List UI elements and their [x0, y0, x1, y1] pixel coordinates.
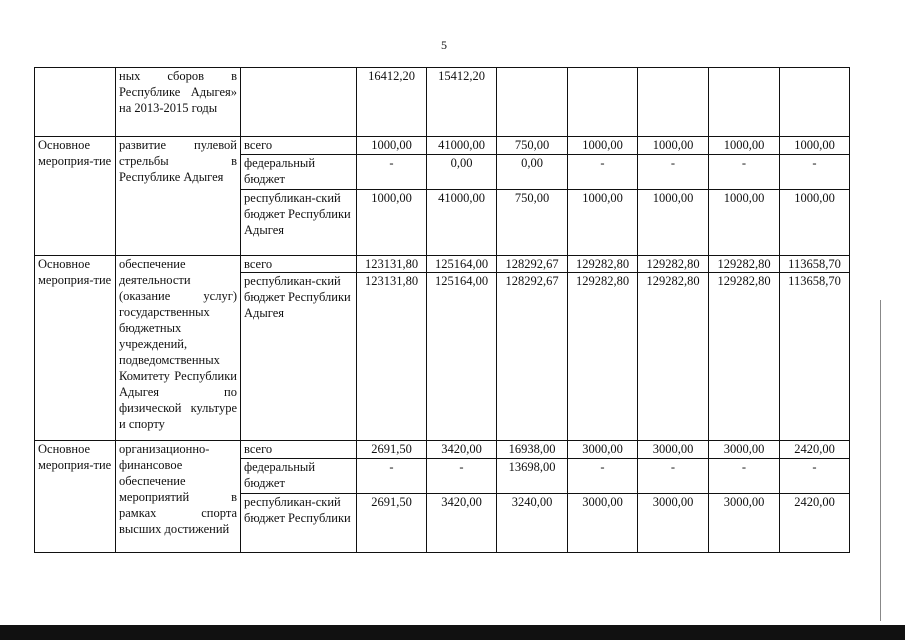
value-cell — [709, 68, 780, 137]
funding-source-cell: всего — [241, 137, 357, 155]
funding-source-cell: всего — [241, 256, 357, 273]
value-cell — [568, 68, 638, 137]
value-cell: - — [638, 155, 709, 190]
value-cell: 1000,00 — [568, 137, 638, 155]
value-cell — [497, 68, 568, 137]
value-cell: 3000,00 — [568, 494, 638, 553]
value-cell: 1000,00 — [638, 137, 709, 155]
table-row — [35, 137, 850, 155]
page-number: 5 — [441, 38, 447, 52]
value-cell: 2420,00 — [780, 441, 850, 459]
value-cell: - — [780, 459, 850, 494]
budget-table — [34, 67, 850, 553]
value-cell: - — [709, 155, 780, 190]
value-cell: 128292,67 — [497, 256, 568, 273]
funding-source-cell: республикан-ский бюджет Республики Адыгея — [241, 190, 357, 256]
value-cell: - — [638, 459, 709, 494]
event-type-cell: Основное мероприя-тие — [35, 137, 116, 256]
value-cell: 750,00 — [497, 137, 568, 155]
value-cell: 3000,00 — [568, 441, 638, 459]
value-cell: - — [709, 459, 780, 494]
event-type-cell: Основное мероприя-тие — [35, 256, 116, 441]
value-cell: 16412,20 — [357, 68, 427, 137]
value-cell: 1000,00 — [357, 137, 427, 155]
value-cell: 15412,20 — [427, 68, 497, 137]
value-cell: 1000,00 — [638, 190, 709, 256]
value-cell: 123131,80 — [357, 273, 427, 441]
value-cell: 16938,00 — [497, 441, 568, 459]
event-name-cell: обеспечение деятельности (оказание услуг) государственных бюджетных учреждений, подведомственных Комитету Республики Адыгея по физической культуре и спорту — [116, 256, 241, 441]
value-cell: 0,00 — [497, 155, 568, 190]
value-cell — [638, 68, 709, 137]
funding-source-cell: республикан-ский бюджет Республики Адыгея — [241, 273, 357, 441]
value-cell: 2691,50 — [357, 494, 427, 553]
value-cell: 41000,00 — [427, 190, 497, 256]
value-cell: 129282,80 — [709, 256, 780, 273]
funding-source-cell — [241, 68, 357, 137]
value-cell: 129282,80 — [709, 273, 780, 441]
value-cell: 750,00 — [497, 190, 568, 256]
event-name-cell: ных сборов в Республике Адыгея» на 2013-2015 годы — [116, 68, 241, 137]
value-cell: 3420,00 — [427, 441, 497, 459]
value-cell: 1000,00 — [709, 190, 780, 256]
value-cell: 129282,80 — [568, 273, 638, 441]
scan-edge-line — [880, 300, 881, 621]
value-cell: 3000,00 — [709, 494, 780, 553]
value-cell: - — [568, 459, 638, 494]
funding-source-cell: федеральный бюджет — [241, 155, 357, 190]
table-row — [35, 441, 850, 459]
event-name-cell: организационно-финансовое обеспечение мероприятий в рамках спорта высших достижений — [116, 441, 241, 553]
value-cell: - — [357, 459, 427, 494]
value-cell: 129282,80 — [638, 256, 709, 273]
scan-bottom-border — [0, 625, 905, 640]
value-cell: 3000,00 — [638, 494, 709, 553]
value-cell: 129282,80 — [638, 273, 709, 441]
value-cell: 1000,00 — [780, 190, 850, 256]
value-cell: 1000,00 — [568, 190, 638, 256]
funding-source-cell: федеральный бюджет — [241, 459, 357, 494]
event-type-cell — [35, 68, 116, 137]
value-cell: 1000,00 — [357, 190, 427, 256]
value-cell: - — [357, 155, 427, 190]
funding-source-cell: республикан-ский бюджет Республики — [241, 494, 357, 553]
table-row — [35, 68, 850, 137]
value-cell: 113658,70 — [780, 256, 850, 273]
value-cell: - — [780, 155, 850, 190]
value-cell: 128292,67 — [497, 273, 568, 441]
value-cell: - — [427, 459, 497, 494]
value-cell: 13698,00 — [497, 459, 568, 494]
value-cell: 0,00 — [427, 155, 497, 190]
value-cell — [780, 68, 850, 137]
value-cell: 1000,00 — [709, 137, 780, 155]
value-cell: 129282,80 — [568, 256, 638, 273]
event-name-cell: развитие пулевой стрельбы в Республике Адыгея — [116, 137, 241, 256]
value-cell: 125164,00 — [427, 256, 497, 273]
funding-source-cell: всего — [241, 441, 357, 459]
value-cell: 113658,70 — [780, 273, 850, 441]
value-cell: 41000,00 — [427, 137, 497, 155]
value-cell: 3000,00 — [709, 441, 780, 459]
value-cell: 125164,00 — [427, 273, 497, 441]
value-cell: 123131,80 — [357, 256, 427, 273]
value-cell: 2691,50 — [357, 441, 427, 459]
value-cell: 3420,00 — [427, 494, 497, 553]
event-type-cell: Основное мероприя-тие — [35, 441, 116, 553]
value-cell: 1000,00 — [780, 137, 850, 155]
table-row — [35, 256, 850, 273]
value-cell: 2420,00 — [780, 494, 850, 553]
value-cell: - — [568, 155, 638, 190]
value-cell: 3240,00 — [497, 494, 568, 553]
value-cell: 3000,00 — [638, 441, 709, 459]
